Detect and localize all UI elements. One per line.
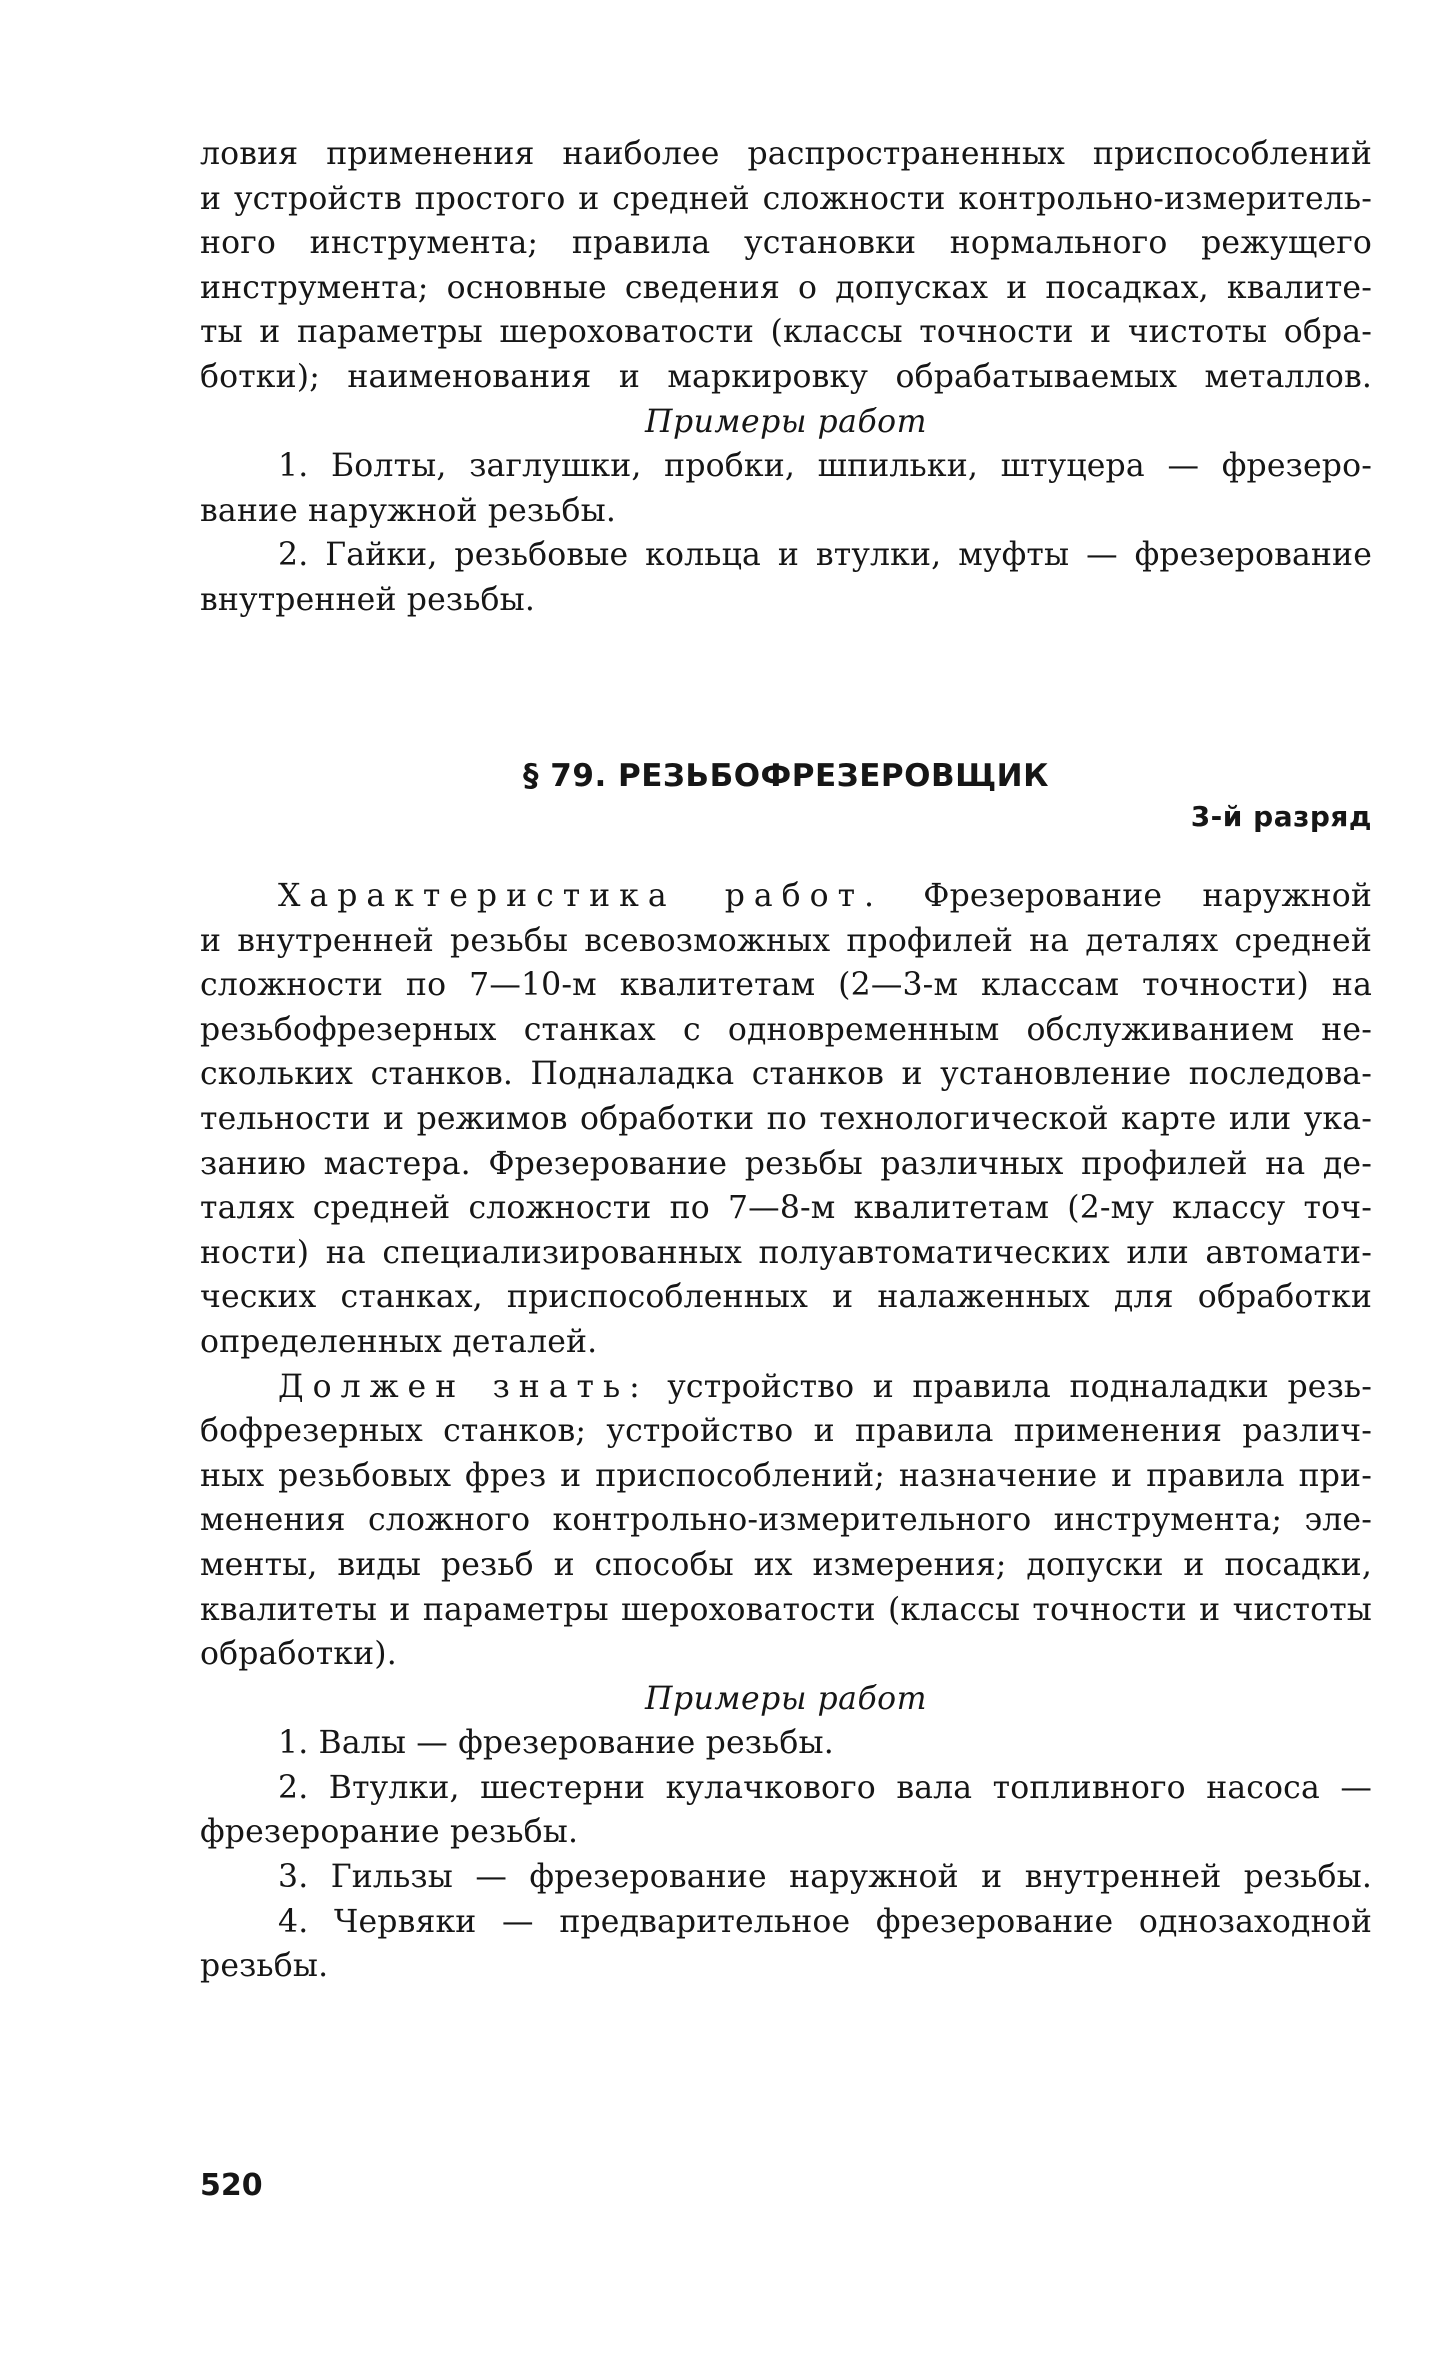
example-item-cont: резьбы. xyxy=(200,1948,329,1985)
example-item-cont: фрезерорание резьбы. xyxy=(200,1814,579,1851)
section-title: § 79. РЕЗЬБОФРЕЗЕРОВЩИК xyxy=(523,758,1049,794)
text-line: тельности и режимов обработки по технологической карте или ука- xyxy=(200,1100,1372,1137)
example-item: 3. Гильзы — фрезерование наружной и внутренней резьбы. xyxy=(278,1859,1372,1896)
text-line: ных резьбовых фрез и приспособлений; назначение и правила при- xyxy=(200,1457,1372,1494)
text-line: сложности по 7—10-м квалитетам (2—3-м классам точности) на xyxy=(200,967,1372,1004)
knowledge-first-line xyxy=(200,1365,1372,1410)
text-line: ловия применения наиболее распространенных приспособлений xyxy=(200,136,1372,172)
example-item-cont: внутренней резьбы. xyxy=(200,581,536,618)
text-line: талях средней сложности по 7—8-м квалитетам (2-му классу точ- xyxy=(200,1190,1372,1227)
page-number: 520 xyxy=(200,2168,263,2203)
section-grade: 3-й разряд xyxy=(1190,800,1372,833)
examples-heading: Примеры работ xyxy=(644,1680,928,1717)
text-line: ческих станках, приспособленных и налаженных для обработки xyxy=(200,1279,1372,1316)
characteristic-first-line xyxy=(200,874,1372,919)
text-line: и устройств простого и средней сложности контрольно-измеритель- xyxy=(200,180,1372,217)
example-item-cont: вание наружной резьбы. xyxy=(200,492,617,529)
example-item: 2. Гайки, резьбовые кольца и втулки, муфты — фрезерование xyxy=(278,537,1372,574)
text-line: ного инструмента; правила установки нормального режущего xyxy=(200,225,1372,262)
text-line: обработки). xyxy=(200,1636,397,1673)
text-line: занию мастера. Фрезерование резьбы различных профилей на де- xyxy=(200,1145,1372,1182)
text-line: ности) на специализированных полуавтоматических или автомати- xyxy=(200,1234,1372,1271)
text-line: резьбофрезерных станках с одновременным обслуживанием не- xyxy=(200,1011,1372,1048)
knowledge-text: устройство и правила подналадки резь- xyxy=(667,1368,1373,1405)
text-line: менты, виды резьб и способы их измерения; допуски и посадки, xyxy=(200,1546,1372,1583)
text-line: скольких станков. Подналадка станков и установление последова- xyxy=(200,1056,1372,1093)
examples-heading: Примеры работ xyxy=(644,403,928,440)
text-line: и внутренней резьбы всевозможных профилей на деталях средней xyxy=(200,922,1372,959)
text-line: определенных деталей. xyxy=(200,1323,598,1360)
example-item: 1. Валы — фрезерование резьбы. xyxy=(278,1725,834,1762)
section-body xyxy=(200,874,1372,1989)
knowledge-label: Должен знать: xyxy=(278,1368,649,1405)
characteristic-label: Характеристика работ. xyxy=(278,878,884,914)
characteristic-text: Фрезерование наружной xyxy=(923,878,1372,914)
text-line: ботки); наименования и маркировку обрабатываемых металлов. xyxy=(200,358,1372,395)
example-item: 4. Червяки — предварительное фрезерование однозаходной xyxy=(278,1903,1372,1940)
example-item: 1. Болты, заглушки, пробки, шпильки, штуцера — фрезеро- xyxy=(278,448,1372,485)
text-line: квалитеты и параметры шероховатости (классы точности и чистоты xyxy=(200,1591,1372,1628)
text-line: бофрезерных станков; устройство и правила применения различ- xyxy=(200,1413,1372,1450)
text-line: менения сложного контрольно-измерительного инструмента; эле- xyxy=(200,1502,1372,1539)
example-item: 2. Втулки, шестерни кулачкового вала топливного насоса — xyxy=(278,1769,1372,1806)
text-line: ты и параметры шероховатости (классы точности и чистоты обра- xyxy=(200,314,1372,351)
intro-block xyxy=(200,132,1372,623)
text-line: инструмента; основные сведения о допусках и посадках, квалите- xyxy=(200,269,1372,306)
